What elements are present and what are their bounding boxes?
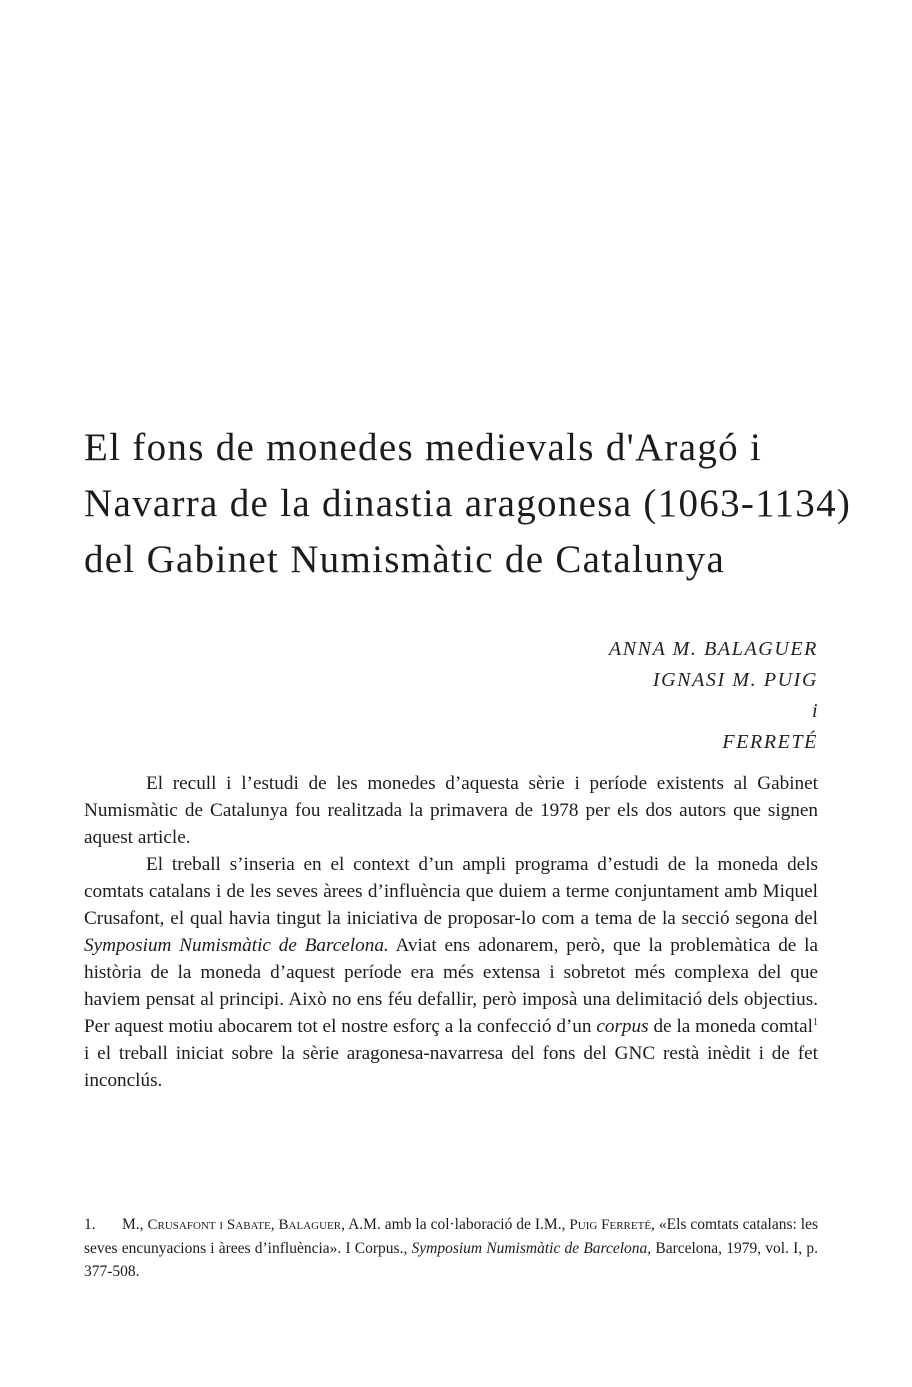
paragraph-2-text-b: Aviat ens adonarem, però, que la problemàtica de la història de la moneda d’aquest període era més extensa i sobretot més complexa del que haviem pensat al principi. Això no ens féu defallir, però imposà una delimitació dels objectius. Per aquest motiu abocarem tot el nostre esforç a la confecció d’un [84,935,818,1037]
footnote-1 [84,1213,818,1283]
title-line-1: El fons de monedes medievals d'Aragó i [84,426,763,469]
paragraph-1: El recull i l’estudi de les monedes d’aquesta sèrie i període existents al Gabinet Numismàtic de Catalunya fou realitzada la primavera de 1978 per els dos autors que signen aquest article. [84,773,818,848]
author-2-name: IGNASI M. PUIG [652,669,818,691]
footnote-text [84,1213,818,1283]
footnote-author-1: Crusafont i Sabate [147,1217,271,1233]
author-2-surname: FERRETÉ [722,731,818,753]
symposium-title: Symposium Numismàtic de Barcelona. [84,935,389,956]
title-line-3: del Gabinet Numismàtic de Catalunya [84,538,726,581]
corpus-term: corpus [596,1016,649,1037]
paragraph-2-text-a: El treball s’inseria en el context d’un ampli programa d’estudi de la moneda dels comtats catalans i de les seves àrees d’influència que duiem a terme conjuntament amb Miquel Crusafont, el qual havia tingut la iniciativa de proposar-lo com a tema de la secció segona del [84,854,818,929]
footnote-number: 1. [84,1216,96,1233]
article-title [84,420,852,588]
paragraph-2-text-c: de la moneda comtal [648,1016,813,1037]
footnote-text-c: , A.M. amb la col·laboració de I.M., [341,1216,570,1233]
author-1: ANNA M. BALAGUER [608,638,818,660]
paragraph-2-text-d: i el treball iniciat sobre la sèrie aragonesa-navarresa del fons del GNC restà inèdit i de fet inconclús. [84,1043,818,1091]
article-body [84,770,818,1094]
footnote-author-3: Puig Ferreté [569,1217,652,1233]
footnote-text-b: , [270,1216,279,1233]
footnote-text-a: M., [122,1216,148,1233]
footnote-text-e: Barcelona, 1979, vol. I, p. 377-508. [84,1240,818,1280]
title-line-2: Navarra de la dinastia aragonesa (1063-1134) [84,482,852,525]
author-2 [609,665,818,758]
footnote-symposium-title: Symposium Numismàtic de Barcelona, [411,1240,652,1257]
footnote-text-d: , «Els comtats catalans: les seves encunyacions i àrees d’influència». I Corpus., [84,1216,818,1257]
author-2-conjunction: i [811,700,818,722]
paragraph-2 [84,851,818,1094]
footnote-ref-1[interactable]: 1 [813,1017,818,1028]
author-block [609,634,818,758]
footnote-author-2: Balaguer [278,1217,342,1233]
